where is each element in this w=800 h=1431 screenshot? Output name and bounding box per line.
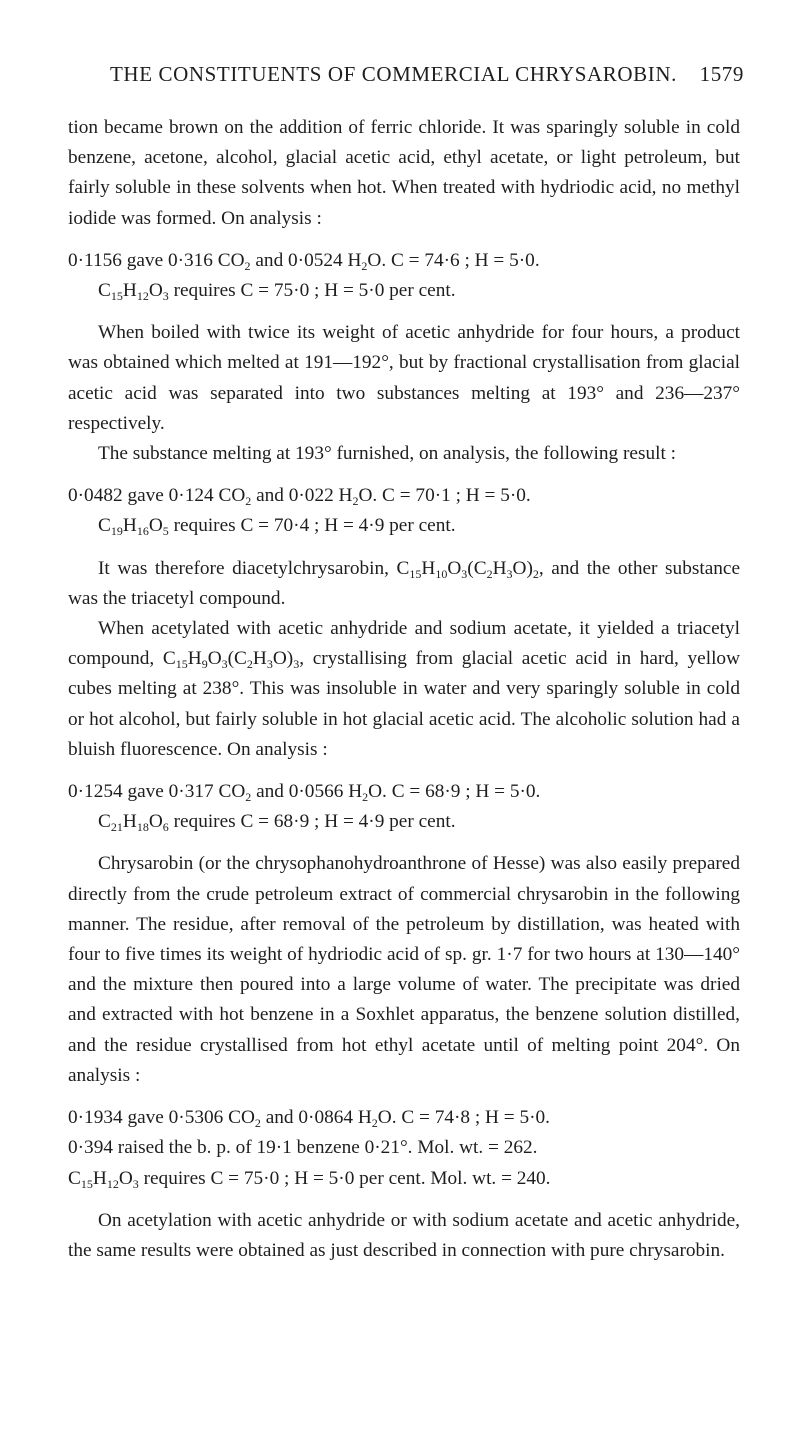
paragraph-7: On acetylation with acetic anhydride or with sodium acetate and acetic anhydride, the same results were obtained as just described in connection with pure chrysarobin. [68, 1209, 740, 1261]
analysis-2 [68, 481, 740, 541]
analysis-1-requires: $C_{15}H_{12}O_3$ requires C = 75·0 ; H = 5·0 per cent. [98, 280, 456, 304]
analysis-3 [68, 777, 740, 837]
analysis-2-result: 0·0482 gave 0·124 $CO_2$ and 0·022 $H_2O$. C = 70·1 ; H = 5·0. [68, 485, 531, 509]
analysis-1-result: 0·1156 gave 0·316 $CO_2$ and 0·0524 $H_2O$. C = 74·6 ; H = 5·0. [68, 249, 540, 273]
analysis-4-molweight: 0·394 raised the b. p. of 19·1 benzene 0·21°. Mol. wt. = 262. [68, 1137, 538, 1159]
paragraph-1: tion became brown on the addition of ferric chloride. It was sparingly soluble in cold benzene, acetone, alcohol, glacial acetic acid, ethyl acetate, or light petroleum, but fairly soluble in these solvents when hot. When treated with hydriodic acid, no methyl iodide was formed. On analysis : [68, 117, 740, 229]
body-text [68, 113, 740, 1266]
analysis-3-requires: $C_{21}H_{18}O_6$ requires C = 68·9 ; H = 4·9 per cent. [98, 811, 456, 835]
paragraph-3: The substance melting at 193° furnished, on analysis, the following result : [98, 443, 677, 465]
analysis-4 [68, 1103, 740, 1194]
analysis-3-result: 0·1254 gave 0·317 $CO_2$ and 0·0566 $H_2O$. C = 68·9 ; H = 5·0. [68, 781, 541, 805]
paragraph-6: Chrysarobin (or the chrysophanohydroanthrone of Hesse) was also easily prepared directly from the crude petroleum extract of commercial chrysarobin in the following manner. The residue, after removal of the petroleum by distillation, was heated with four to five times its weight of hydriodic acid of sp. gr. 1·7 for two hours at 130—140° and the mixture then poured into a large volume of water. The precipitate was dried and extracted with hot benzene in a Soxhlet apparatus, the benzene solution distilled, and the residue crystallised from hot ethyl acetate until of melting point 204°. On analysis : [68, 853, 740, 1086]
analysis-1 [68, 246, 740, 306]
analysis-2-requires: $C_{19}H_{16}O_5$ requires C = 70·4 ; H = 4·9 per cent. [98, 515, 456, 539]
paragraph-5: When acetylated with acetic anhydride and sodium acetate, it yielded a triacetyl compound, $C_{15}H_9O_3(C_2H_3O)_3$, crystallising from glacial acetic acid in hard, yellow cubes melting at 238°. This was insoluble in water and very sparingly soluble in cold or hot alcohol, but fairly soluble in hot glacial acetic acid. The alcoholic solution had a bluish fluorescence. On analysis : [68, 618, 740, 760]
paragraph-2: When boiled with twice its weight of acetic anhydride for four hours, a product was obtained which melted at 191—192°, but by fractional crystallisation from glacial acetic acid was separated into two substances melting at 193° and 236—237° respectively. [68, 322, 740, 434]
page-number: 1579 [699, 62, 744, 86]
analysis-4-requires: $C_{15}H_{12}O_3$ requires C = 75·0 ; H = 5·0 per cent. Mol. wt. = 240. [68, 1167, 551, 1191]
paragraph-4: It was therefore diacetylchrysarobin, $C_{15}H_{10}O_3(C_2H_3O)_2$, and the other substance was the triacetyl compound. [68, 557, 741, 609]
analysis-4-result: 0·1934 gave 0·5306 $CO_2$ and 0·0864 $H_2O$. C = 74·8 ; H = 5·0. [68, 1107, 551, 1131]
header-title: THE CONSTITUENTS OF COMMERCIAL CHRYSAROBIN. [110, 62, 677, 86]
